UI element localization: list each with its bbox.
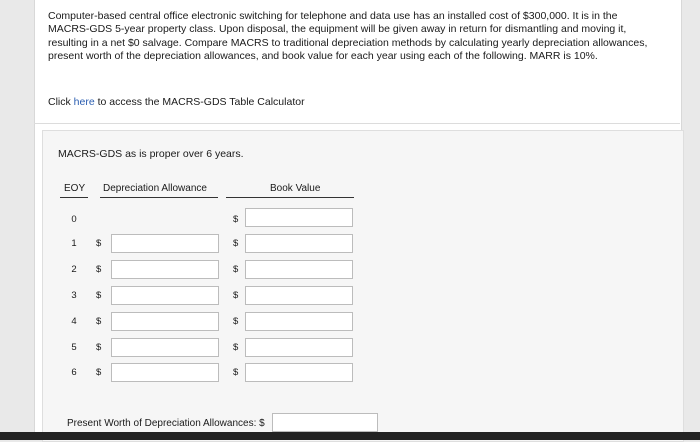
header-underline-eoy <box>60 197 88 198</box>
calculator-link-line <box>48 96 305 108</box>
problem-line: MACRS-GDS 5-year property class. Upon disposal, the equipment will be given away in return for dismantling and moving it, <box>48 23 627 36</box>
book-value-input-0[interactable] <box>245 208 353 227</box>
depreciation-input-2[interactable] <box>111 260 219 279</box>
header-eoy: EOY <box>64 183 86 194</box>
present-worth-label: Present Worth of Depreciation Allowances: $ <box>67 418 265 429</box>
header-underline-depreciation <box>100 197 218 198</box>
book-value-input-1[interactable] <box>245 234 353 253</box>
book-value-input-2[interactable] <box>245 260 353 279</box>
currency-symbol: $ <box>96 238 102 249</box>
currency-symbol: $ <box>233 367 239 378</box>
problem-line: Computer-based central office electronic switching for telephone and data use has an installed cost of $300,000. It is in the <box>48 10 618 22</box>
currency-symbol: $ <box>96 264 102 275</box>
row-eoy-5: 5 <box>71 342 77 353</box>
currency-symbol: $ <box>233 316 239 327</box>
currency-symbol: $ <box>96 367 102 378</box>
bottom-edge-bar <box>0 432 700 440</box>
present-worth-input[interactable] <box>272 413 378 432</box>
depreciation-input-5[interactable] <box>111 338 219 357</box>
panel-title: MACRS-GDS as is proper over 6 years. <box>58 148 244 160</box>
currency-symbol: $ <box>233 264 239 275</box>
divider <box>34 123 680 124</box>
header-depreciation: Depreciation Allowance <box>103 183 207 194</box>
book-value-input-4[interactable] <box>245 312 353 331</box>
book-value-input-6[interactable] <box>245 363 353 382</box>
row-eoy-1: 1 <box>71 238 77 249</box>
problem-line: present worth of the depreciation allowances, and book value for each year using each of the following. MARR is 10%. <box>48 50 598 63</box>
row-eoy-0: 0 <box>71 214 77 225</box>
row-eoy-6: 6 <box>71 367 77 378</box>
currency-symbol: $ <box>233 238 239 249</box>
currency-symbol: $ <box>96 290 102 301</box>
link-suffix: to access the MACRS-GDS Table Calculator <box>94 96 305 108</box>
header-book-value: Book Value <box>270 183 321 194</box>
depreciation-input-6[interactable] <box>111 363 219 382</box>
currency-symbol: $ <box>96 316 102 327</box>
row-eoy-3: 3 <box>71 290 77 301</box>
depreciation-input-3[interactable] <box>111 286 219 305</box>
problem-statement <box>48 10 648 64</box>
currency-symbol: $ <box>96 342 102 353</box>
link-prefix: Click <box>48 96 74 108</box>
header-underline-book-value <box>226 197 354 198</box>
row-eoy-2: 2 <box>71 264 77 275</box>
problem-line: resulting in a net $0 salvage. Compare MACRS to traditional depreciation methods by calculating yearly depreciation allowances, <box>48 36 648 49</box>
currency-symbol: $ <box>233 342 239 353</box>
depreciation-input-4[interactable] <box>111 312 219 331</box>
book-value-input-5[interactable] <box>245 338 353 357</box>
row-eoy-4: 4 <box>71 316 77 327</box>
currency-symbol: $ <box>233 290 239 301</box>
book-value-input-3[interactable] <box>245 286 353 305</box>
macrs-calculator-link[interactable]: here <box>73 96 95 108</box>
currency-symbol: $ <box>233 214 239 225</box>
depreciation-input-1[interactable] <box>111 234 219 253</box>
